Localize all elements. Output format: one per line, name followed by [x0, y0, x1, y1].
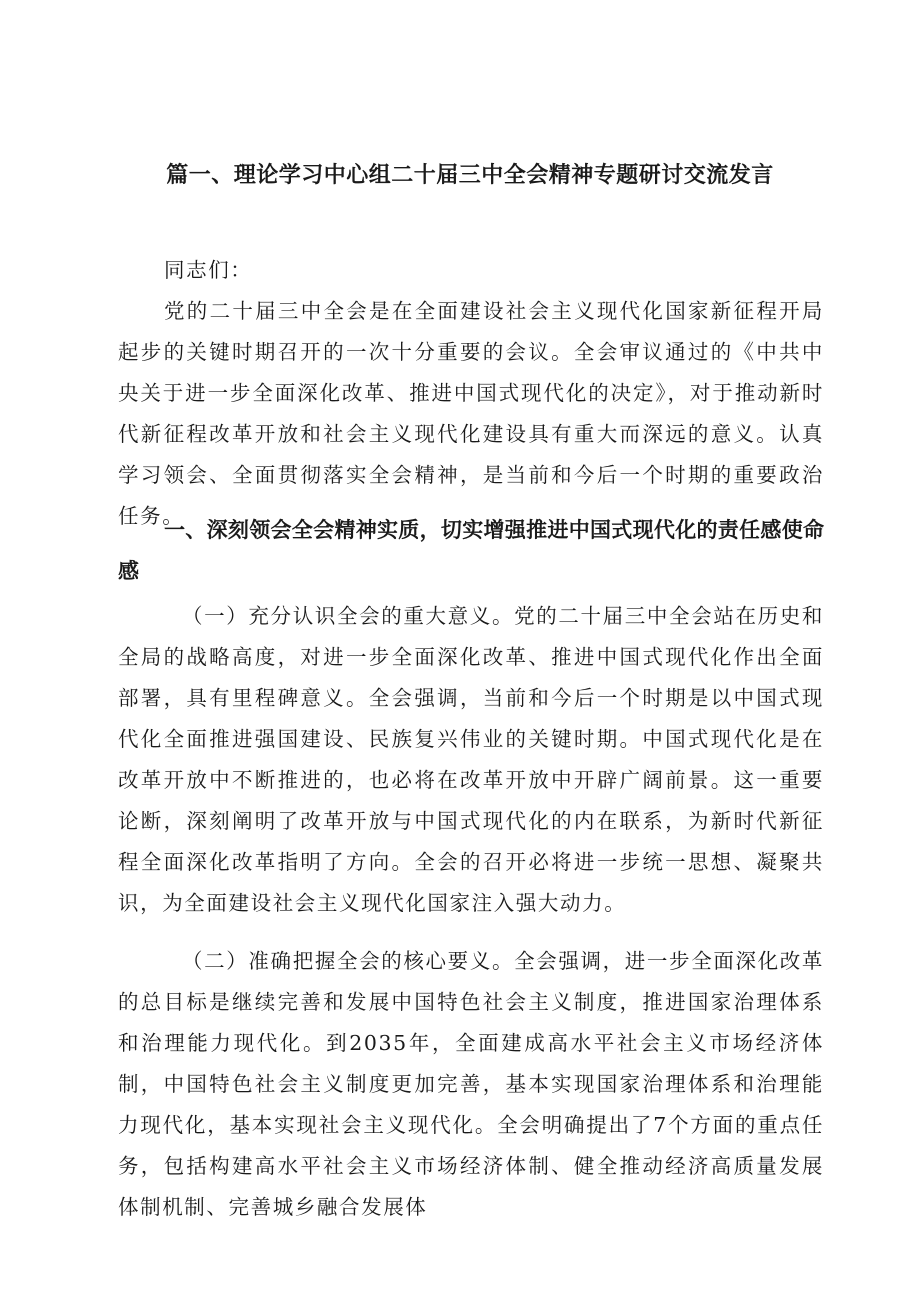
paragraph-significance: （一）充分认识全会的重大意义。党的二十届三中全会站在历史和全局的战略高度，对进一步全面深化改革、推进中国式现代化作出全面部署，具有里程碑意义。全会强调，当前和今后一个时期是以中国式现代化全面推进强国建设、民族复兴伟业的关键时期。中国式现代化是在改革开放中不断推进的，也必将在改革开放中开辟广阔前景。这一重要论断，深刻阐明了改革开放与中国式现代化的内在联系，为新时代新征程全面深化改革指明了方向。全会的召开必将进一步统一思想、凝聚共识，为全面建设社会主义现代化国家注入强大动力。	[118, 604, 824, 915]
paragraph-intro: 党的二十届三中全会是在全面建设社会主义现代化国家新征程开局起步的关键时期召开的一次十分重要的会议。全会审议通过的《中共中央关于进一步全面深化改革、推进中国式现代化的决定》，对于推动新时代新征程改革开放和社会主义现代化建设具有重大而深远的意义。认真学习领会、全面贯彻落实全会精神，是当前和今后一个时期的重要政治任务。	[118, 299, 824, 528]
paragraph-core-essence: （二）准确把握全会的核心要义。全会强调，进一步全面深化改革的总目标是继续完善和发展中国特色社会主义制度，推进国家治理体系和治理能力现代化。到2035年，全面建成高水平社会主义市场经济体制，中国特色社会主义制度更加完善，基本实现国家治理体系和治理能力现代化，基本实现社会主义现代化。全会明确提出了7个方面的重点任务，包括构建高水平社会主义市场经济体制、健全推动经济高质量发展体制机制、完善城乡融合发展体	[118, 949, 824, 1219]
section-heading-1: 一、深刻领会全会精神实质，切实增强推进中国式现代化的责任感使命感	[118, 518, 825, 583]
salutation: 同志们：	[164, 258, 253, 282]
document-title: 篇一、理论学习中心组二十届三中全会精神专题研讨交流发言	[166, 163, 774, 188]
